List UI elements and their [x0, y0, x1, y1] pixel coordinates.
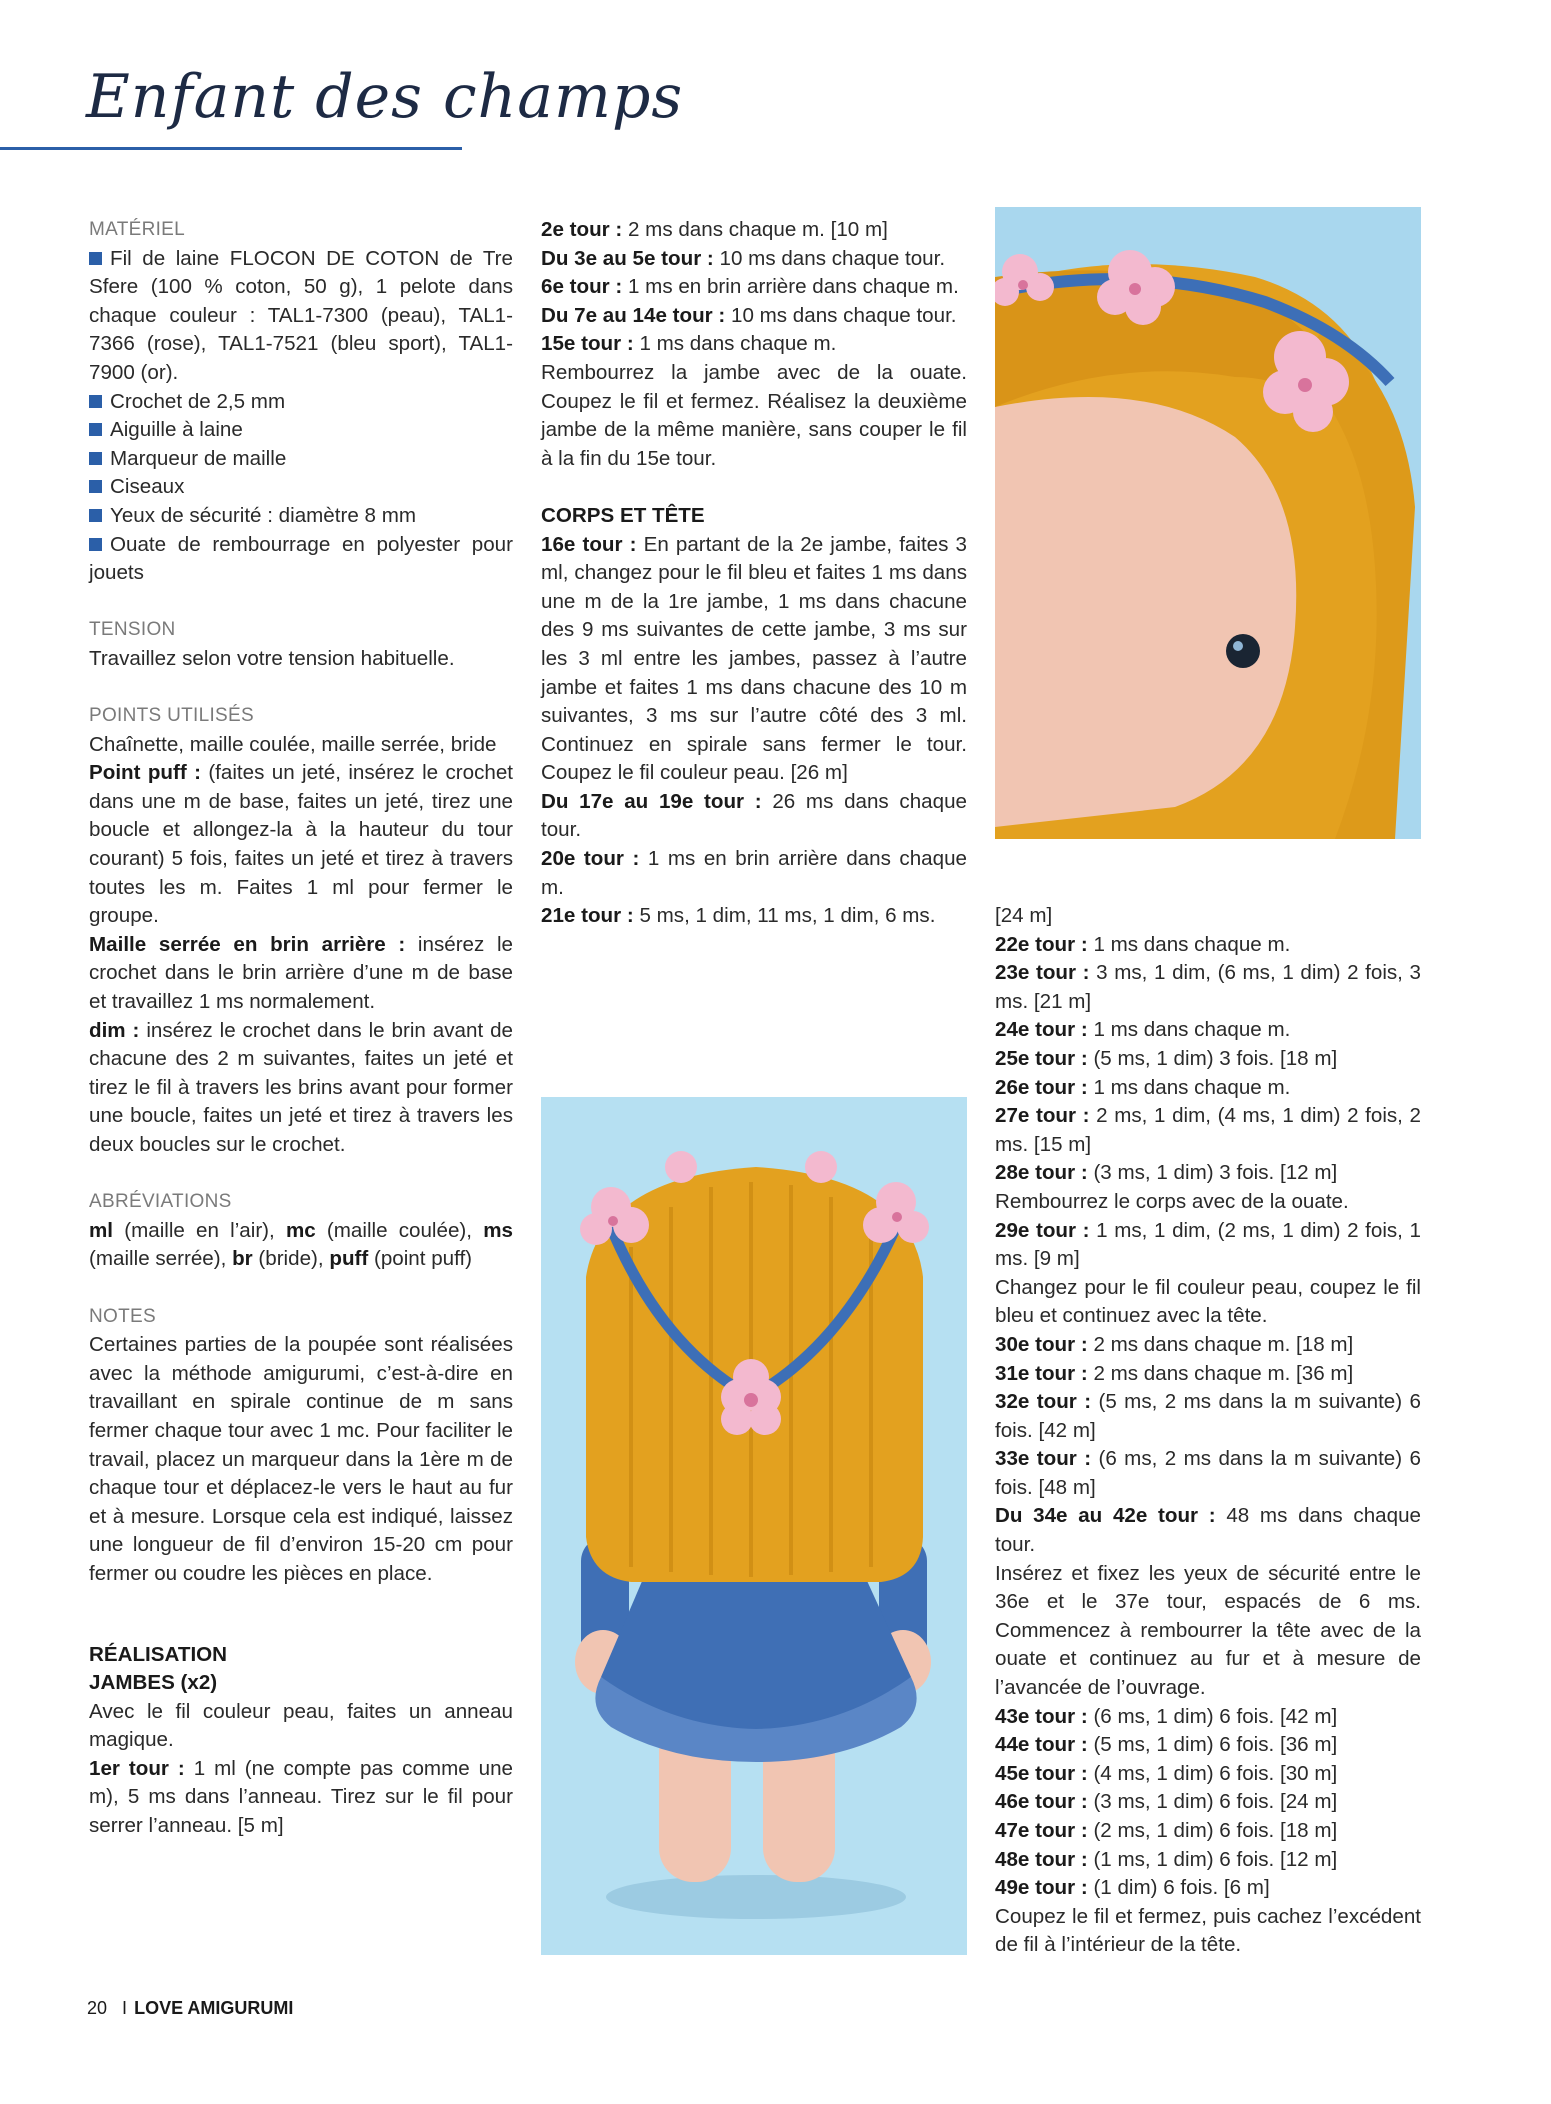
photo-doll-head-closeup	[995, 207, 1421, 839]
round-instruction: 26e tour : 1 ms dans chaque m.	[995, 1075, 1291, 1099]
bullet-square-icon	[89, 252, 102, 265]
round-instruction: 20e tour : 1 ms en brin arrière dans chaque m.	[541, 847, 967, 899]
jambes-intro: Avec le fil couleur peau, faites un anneau magique.	[89, 1699, 513, 1752]
abbreviations-text: ml (maille en l’air), mc (maille coulée), ms (maille serrée), br (bride), puff (point puff)	[89, 1218, 513, 1271]
round-instruction: 21e tour : 5 ms, 1 dim, 11 ms, 1 dim, 6 ms.	[541, 904, 936, 928]
round-instruction: 24e tour : 1 ms dans chaque m.	[995, 1018, 1291, 1042]
bullet-square-icon	[89, 538, 102, 551]
round-instruction: 32e tour : (5 ms, 2 ms dans la m suivante) 6 fois. [42 m]	[995, 1390, 1421, 1442]
round-instruction: 49e tour : (1 dim) 6 fois. [6 m]	[995, 1876, 1270, 1900]
stitch-definition-puff: Point puff : (faites un jeté, insérez le crochet dans une m de base, faites un jeté, tirez une boucle et allongez-la à la hauteur du tour courant) 5 fois, faites un jeté et tirez à travers toutes les m. Faites 1 ml pour fermer le groupe.	[89, 761, 513, 928]
points-text: Chaînette, maille coulée, maille serrée, bride	[89, 732, 497, 756]
round-instruction: 46e tour : (3 ms, 1 dim) 6 fois. [24 m]	[995, 1790, 1338, 1814]
continued-text: [24 m]	[995, 904, 1053, 927]
round-instruction: 2e tour : 2 ms dans chaque m. [10 m]	[541, 218, 888, 241]
section-heading-realisation: RÉALISATION	[89, 1642, 228, 1666]
round-instruction: 25e tour : (5 ms, 1 dim) 3 fois. [18 m]	[995, 1046, 1338, 1070]
magazine-name: LOVE AMIGURUMI	[134, 1998, 294, 2018]
bullet-square-icon	[89, 509, 102, 522]
round-instruction: Du 17e au 19e tour : 26 ms dans chaque tour.	[541, 789, 967, 842]
round-instruction: 47e tour : (2 ms, 1 dim) 6 fois. [18 m]	[995, 1819, 1338, 1842]
bullet-square-icon	[89, 423, 102, 436]
bullet-square-icon	[89, 480, 102, 493]
title-underline	[0, 147, 462, 150]
final-text: Coupez le fil et fermez, puis cachez l’excédent de fil à l’intérieur de la tête.	[995, 1904, 1421, 1957]
tension-text: Travaillez selon votre tension habituelle.	[89, 646, 455, 670]
round-instruction: 31e tour : 2 ms dans chaque m. [36 m]	[995, 1361, 1354, 1385]
round-instruction: 30e tour : 2 ms dans chaque m. [18 m]	[995, 1332, 1354, 1356]
bullet-square-icon	[89, 395, 102, 408]
round-instruction: 22e tour : 1 ms dans chaque m.	[995, 932, 1291, 956]
section-heading-abbreviations: ABRÉVIATIONS	[89, 1191, 232, 1213]
photo-doll-back-view	[541, 1097, 967, 1955]
round-instruction: Du 3e au 5e tour : 10 ms dans chaque tour.	[541, 246, 946, 270]
column-1	[89, 216, 513, 1841]
section-heading-materiel: MATÉRIEL	[89, 219, 186, 240]
bullet-square-icon	[89, 452, 102, 465]
round-instruction: 27e tour : 2 ms, 1 dim, (4 ms, 1 dim) 2 fois, 2 ms. [15 m]	[995, 1104, 1421, 1156]
notes-text: Certaines parties de la poupée sont réalisées avec la méthode amigurumi, c’est-à-dire en travaillant en spirale continue de m sans fermer chaque tour avec 1 mc. Pour faciliter le travail, placez un marqueur dans la 1ère m de chaque tour et déplacez-le vers le haut au fur et à mesure. Lorsque cela est indiqué, laissez une longueur de fil d’environ 15-20 cm pour fermer ou coudre les pièces en place.	[89, 1333, 513, 1585]
color-change-text: Changez pour le fil couleur peau, coupez le fil bleu et continuez avec la tête.	[995, 1275, 1421, 1328]
round-instruction: 15e tour : 1 ms dans chaque m.	[541, 332, 837, 356]
round-instruction: 28e tour : (3 ms, 1 dim) 3 fois. [12 m]	[995, 1161, 1338, 1185]
page-number: 20	[87, 1998, 108, 2018]
round-instruction: 29e tour : 1 ms, 1 dim, (2 ms, 1 dim) 2 fois, 1 ms. [9 m]	[995, 1218, 1421, 1271]
section-heading-jambes: JAMBES (x2)	[89, 1671, 218, 1695]
eyes-text: Insérez et fixez les yeux de sécurité entre le 36e et le 37e tour, espacés de 6 ms. Commencez à rembourrer la tête avec de la ouate et continuez au fur et à mesure de l’avancée de l’ouvrage.	[995, 1561, 1421, 1700]
page-footer	[87, 1998, 293, 2019]
leg-finish-text: Rembourrez la jambe avec de la ouate. Coupez le fil et fermez. Réalisez la deuxième jambe de la même manière, sans couper le fil à la fin du 15e tour.	[541, 360, 967, 470]
column-2	[541, 216, 967, 931]
round-instruction: Du 7e au 14e tour : 10 ms dans chaque tour.	[541, 303, 957, 327]
round-instruction: 33e tour : (6 ms, 2 ms dans la m suivante) 6 fois. [48 m]	[995, 1447, 1421, 1499]
list-item: Yeux de sécurité : diamètre 8 mm	[89, 502, 513, 531]
page-title: Enfant des champs	[86, 62, 684, 132]
column-3	[995, 902, 1421, 1960]
section-heading-points: POINTS UTILISÉS	[89, 705, 254, 727]
section-heading-tension: TENSION	[89, 619, 176, 641]
stitch-definition-msba: Maille serrée en brin arrière : insérez le crochet dans le brin arrière d’une m de base et travaillez 1 ms normalement.	[89, 932, 513, 1014]
list-item: Ouate de rembourrage en polyester pour jouets	[89, 532, 513, 585]
section-heading-corps: CORPS ET TÊTE	[541, 503, 705, 527]
round-instruction: 43e tour : (6 ms, 1 dim) 6 fois. [42 m]	[995, 1704, 1338, 1728]
list-item: Fil de laine FLOCON DE COTON de Tre Sfere (100 % coton, 50 g), 1 pelote dans chaque couleur : TAL1-7300 (peau), TAL1-7366 (rose), TAL1-7521 (bleu sport), TAL1-7900 (or).	[89, 246, 513, 384]
round-instruction: 6e tour : 1 ms en brin arrière dans chaque m.	[541, 275, 959, 299]
round-instruction: 45e tour : (4 ms, 1 dim) 6 fois. [30 m]	[995, 1761, 1338, 1785]
section-heading-notes: NOTES	[89, 1305, 156, 1327]
stuff-body-text: Rembourrez le corps avec de la ouate.	[995, 1189, 1349, 1213]
round-instruction: 48e tour : (1 ms, 1 dim) 6 fois. [12 m]	[995, 1847, 1338, 1871]
round-instruction: 16e tour : En partant de la 2e jambe, faites 3 ml, changez pour le fil bleu et faites 1 ms dans une m de la 1re jambe, 1 ms dans chacune des 9 ms suivantes de cette jambe, 3 ms sur les 3 ml entre les jambes, passez à l’autre jambe et faites 1 ms dans chacune des 10 m suivantes, 3 ms sur l’autre côté des 3 ml. Continuez en spirale sans fermer le tour. Coupez le fil couleur peau. [26 m]	[541, 532, 967, 785]
list-item: Crochet de 2,5 mm	[89, 388, 513, 417]
stitch-definition-dim: dim : insérez le crochet dans le brin avant de chacune des 2 m suivantes, faites un jeté et tirez le fil à travers les brins avant pour former une boucle, faites un jeté et tirez à travers les deux boucles sur le crochet.	[89, 1018, 513, 1156]
list-item: Marqueur de maille	[89, 445, 513, 474]
list-item: Ciseaux	[89, 473, 513, 502]
round-instruction: 23e tour : 3 ms, 1 dim, (6 ms, 1 dim) 2 fois, 3 ms. [21 m]	[995, 961, 1421, 1013]
footer-separator: I	[122, 1998, 128, 2018]
list-item: Aiguille à laine	[89, 416, 513, 445]
round-instruction: Du 34e au 42e tour : 48 ms dans chaque tour.	[995, 1504, 1421, 1557]
round-instruction: 44e tour : (5 ms, 1 dim) 6 fois. [36 m]	[995, 1733, 1338, 1757]
round-instruction: 1er tour : 1 ml (ne compte pas comme une m), 5 ms dans l’anneau. Tirez sur le fil pour serrer l’anneau. [5 m]	[89, 1756, 513, 1838]
